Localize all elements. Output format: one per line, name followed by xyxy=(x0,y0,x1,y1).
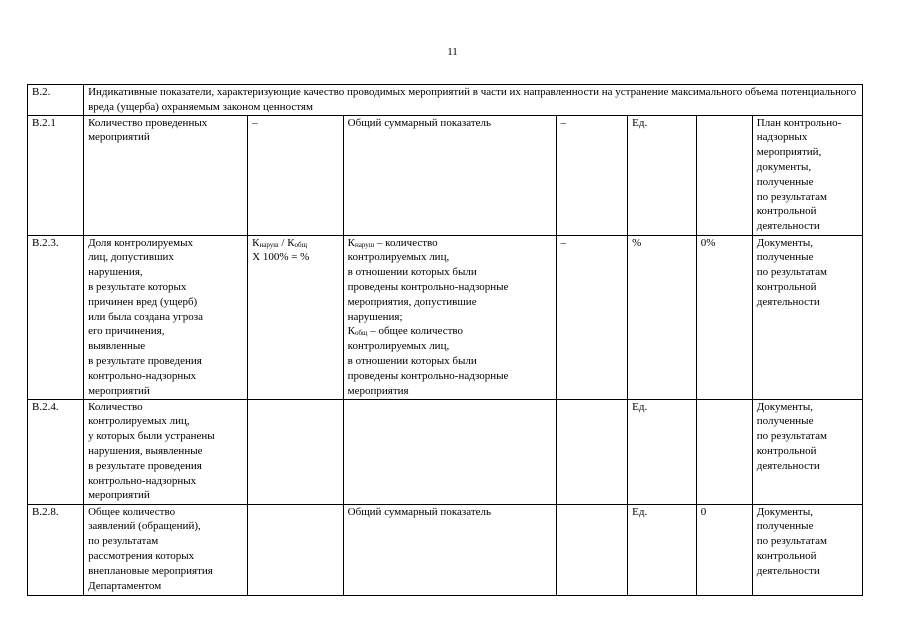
row-code: В.2.4. xyxy=(28,399,84,504)
formula-cell xyxy=(248,399,344,504)
comment-cell xyxy=(343,399,556,504)
comment-k: К xyxy=(347,236,355,249)
formula-cell xyxy=(248,504,344,595)
formula-cell xyxy=(248,235,344,399)
comment-sub: общ xyxy=(355,329,368,338)
formula-sub: наруш xyxy=(259,240,279,249)
unit-cell: Ед. xyxy=(628,399,697,504)
formula-cell: – xyxy=(248,115,344,235)
table-row xyxy=(28,504,863,595)
indicator-name: Количество контролируемых лиц, у которых были устранены нарушения, выявленные в результате проведения контрольно-надзорных мероприятий xyxy=(84,399,248,504)
unit-cell: Ед. xyxy=(628,115,697,235)
table-row xyxy=(28,115,863,235)
comment-k: К xyxy=(347,325,355,338)
unit-cell: Ед. xyxy=(628,504,697,595)
row-code: В.2.3. xyxy=(28,235,84,399)
target-cell xyxy=(696,115,752,235)
source-cell: Документы, полученные по результатам контрольной деятельности xyxy=(752,399,862,504)
extra-cell xyxy=(556,399,628,504)
formula-k: К xyxy=(252,236,260,249)
formula-sep: / xyxy=(278,236,288,249)
comment-sub: наруш xyxy=(355,240,375,249)
indicator-name: Доля контролируемых лиц, допустивших нарушения, в результате которых причинен вред (ущерб) или была создана угроза его причинения, выявленные в результате проведения контрольно-надзорных мероприятий xyxy=(84,235,248,399)
indicator-name: Общее количество заявлений (обращений), по результатам рассмотрения которых внеплановые мероприятия Департаментом xyxy=(84,504,248,595)
page-number: 11 xyxy=(447,46,458,58)
target-cell: 0 xyxy=(696,504,752,595)
target-cell xyxy=(696,399,752,504)
comment-text: – количество контролируемых лиц, в отношении которых были проведены контрольно-надзорные мероприятия, допустившие нарушения; xyxy=(347,236,509,323)
section-title: Индикативные показатели, характеризующие качество проводимых мероприятий в части их направленности на устранение максимального объема потенциального вреда (ущерба) охраняемым законом ценностям xyxy=(84,85,863,116)
extra-cell xyxy=(556,504,628,595)
row-code: В.2.8. xyxy=(28,504,84,595)
table-row xyxy=(28,235,863,399)
target-cell: 0% xyxy=(696,235,752,399)
section-header-row xyxy=(28,85,863,116)
comment-text: – общее количество контролируемых лиц, в отношении которых были проведены контрольно-надзорные мероприятия xyxy=(347,325,509,397)
section-code: В.2. xyxy=(28,85,84,116)
comment-cell xyxy=(343,235,556,399)
unit-cell: % xyxy=(628,235,697,399)
formula-line: X 100% = % xyxy=(252,251,310,264)
row-code: В.2.1 xyxy=(28,115,84,235)
formula-k: К xyxy=(287,236,295,249)
indicators-table xyxy=(27,84,863,596)
comment-cell: Общий суммарный показатель xyxy=(343,504,556,595)
source-cell: Документы, полученные по результатам контрольной деятельности xyxy=(752,504,862,595)
table-row xyxy=(28,399,863,504)
comment-cell: Общий суммарный показатель xyxy=(343,115,556,235)
formula-sub: общ xyxy=(294,240,307,249)
extra-cell: – xyxy=(556,115,628,235)
indicator-name: Количество проведенных мероприятий xyxy=(84,115,248,235)
source-cell: Документы, полученные по результатам контрольной деятельности xyxy=(752,235,862,399)
extra-cell: – xyxy=(556,235,628,399)
source-cell: План контрольно- надзорных мероприятий, документы, полученные по результатам контрольной деятельности xyxy=(752,115,862,235)
